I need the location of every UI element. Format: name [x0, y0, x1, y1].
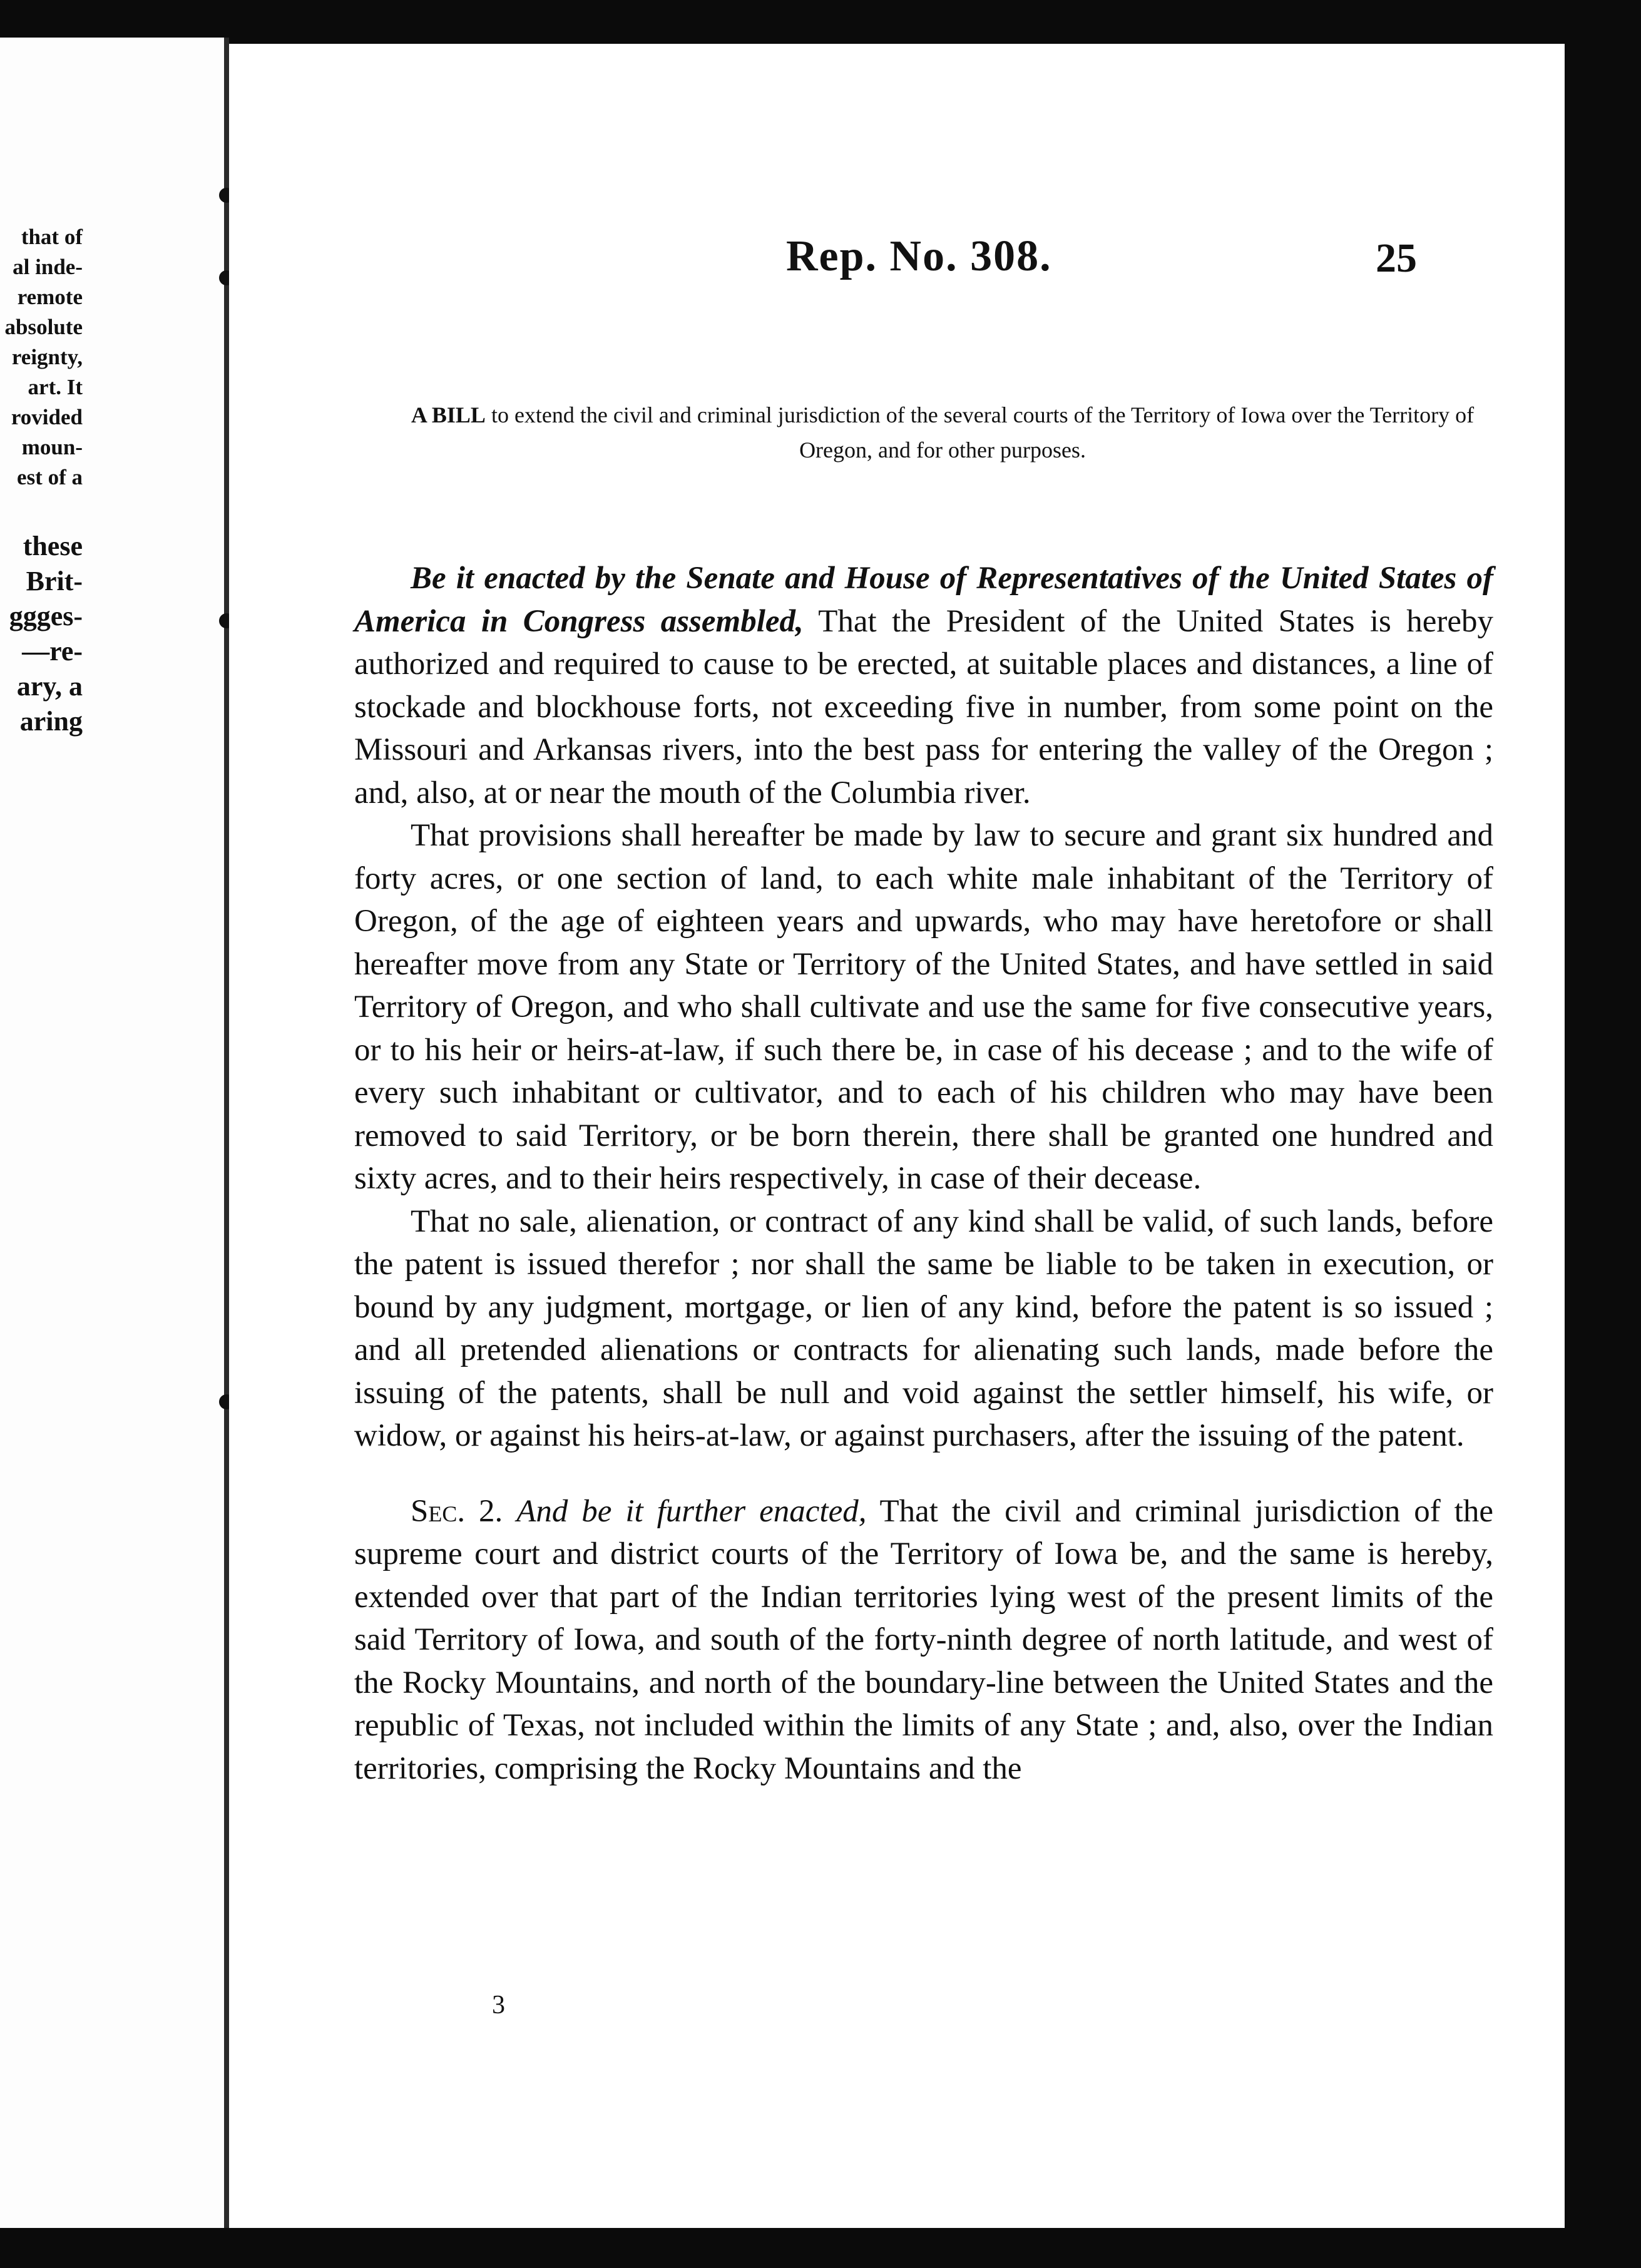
facing-page-line: reignty, — [11, 345, 83, 369]
facing-page-line: est of a — [17, 465, 83, 489]
scan-border-right — [1565, 0, 1641, 2268]
facing-page-line: ary, a — [16, 671, 83, 702]
facing-page-line: art. It — [28, 375, 83, 399]
section-2-clause: And be it further enacted, — [516, 1493, 867, 1529]
facing-page-line: ggges- — [9, 601, 83, 631]
section-2 — [354, 1490, 1493, 1790]
paragraph-3: That no sale, alienation, or contract of any kind shall be valid, of such lands, before the patent is issued therefor ; nor shall the same be liable to be taken in execution, or bound by any judgment, mortgage, or lien of any kind, before the patent is so issued ; and all pretended alienations or contracts for alienating such lands, made before the issuing of the patents, shall be null and void against the settler himself, his wife, or widow, or against his heirs-at-law, or against purchasers, after the issuing of the patent. — [354, 1203, 1493, 1453]
page-number: 25 — [1376, 235, 1417, 281]
facing-page-line: aring — [19, 706, 83, 737]
bill-title-lead: A BILL — [411, 402, 486, 427]
book-spine — [224, 38, 229, 2228]
facing-page-line: al inde- — [13, 255, 83, 279]
facing-page-text-block-2 — [9, 529, 83, 739]
facing-page-text-block-1 — [5, 222, 83, 493]
scan-border-top — [0, 0, 1641, 44]
facing-page-line: moun- — [21, 435, 83, 459]
scan-border-bottom — [0, 2228, 1641, 2268]
facing-page-line: —re- — [22, 636, 83, 667]
bill-body — [354, 557, 1493, 1790]
paragraph-2: That provisions shall hereafter be made by law to secure and grant six hundred and forty acres, or one section of land, to each white male inhabitant of the Territory of Oregon, of the age of eighteen years and upwards, who may have heretofore or shall hereafter move from any State or Territory of the United States, and have settled in said Territory of Oregon, and who shall cultivate and use the same for five consecutive years, or to his heir or heirs-at-law, if such there be, in case of his decease ; and to the wife of every such inhabitant or cultivator, and to each of his children who may have been removed to said Territory, or be born therein, there shall be granted one hundred and sixty acres, and to their heirs respectively, in case of their decease. — [354, 818, 1493, 1196]
bill-title-text: to extend the civil and criminal jurisdiction of the several courts of the Territory of Iowa over the Territory of Oregon, and for other purposes. — [491, 402, 1475, 462]
bill-title — [373, 397, 1512, 467]
paragraph-enacting — [354, 557, 1493, 814]
section-2-text: That the civil and criminal jurisdiction of the supreme court and district courts of the Territory of Iowa be, and the same is hereby, extended over that part of the Indian territories lying west of the present limits of the said Territory of Iowa, and south of the forty-ninth degree of north latitude, and west of the Rocky Mountains, and north of the boundary-line between the United States and the republic of Texas, not included within the limits of any State ; and, also, over the Indian territories, comprising the Rocky Mountains and the — [354, 1493, 1493, 1786]
facing-page-line: absolute — [4, 315, 83, 339]
report-number: Rep. No. 308. — [786, 232, 1052, 280]
facing-page-line: these — [23, 531, 83, 561]
facing-page-line: remote — [17, 285, 83, 309]
facing-page-line: that of — [21, 225, 83, 249]
signature-mark: 3 — [492, 1991, 505, 2020]
document-page — [229, 44, 1565, 2228]
paragraph-1-text: That the President of the United States is hereby authorized and required to cause to be erected, at suitable places and distances, a line of stockade and blockhouse forts, not exceeding five in number, from some point on the Missouri and Arkansas rivers, into the best pass for entering the valley of the Oregon ; and, also, at or near the mouth of the Columbia river. — [354, 603, 1494, 810]
section-2-label: Sec. 2. — [411, 1493, 503, 1529]
facing-page-line: rovided — [11, 405, 83, 429]
facing-page-fragment — [0, 38, 229, 2228]
enacting-clause: Be it enacted by the Senate and House of Representatives of the United States of America in Congress assembled, — [354, 561, 1493, 639]
facing-page-line: Brit- — [26, 566, 83, 596]
